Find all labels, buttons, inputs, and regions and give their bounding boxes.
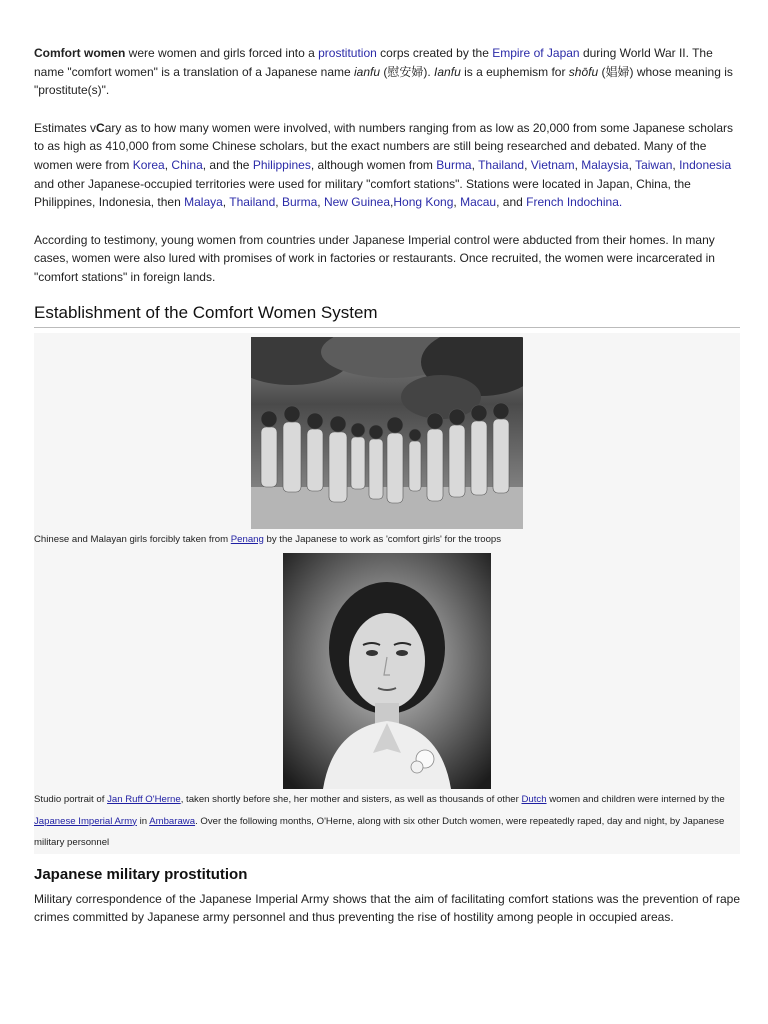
link-thailand-2[interactable]: Thailand bbox=[229, 195, 276, 210]
text-run: by the Japanese to work as 'comfort girls' for the troops bbox=[263, 533, 502, 545]
image-wrapper-1 bbox=[34, 333, 740, 529]
link-penang[interactable]: Penang bbox=[230, 533, 264, 545]
text-run: and other Japanese-occupied territories were used for military "comfort stations". Stations were located in Japan, China, the Philippines, Indonesia, then bbox=[34, 176, 691, 210]
image-gallery bbox=[34, 333, 740, 854]
text-run: Studio portrait of bbox=[34, 794, 108, 806]
term-ianfu-2: Ianfu bbox=[434, 64, 461, 79]
text-run: . Over the following months, O'Herne, along with six other Dutch women, were repeatedly raped, day and night, by Japanese military personnel bbox=[34, 815, 725, 849]
separator: , bbox=[471, 157, 479, 172]
estimates-paragraph bbox=[34, 119, 740, 212]
link-burma[interactable]: Burma bbox=[436, 157, 472, 172]
link-french-indochina[interactable]: French Indochina bbox=[526, 195, 619, 210]
separator: , bbox=[574, 157, 582, 172]
text-run: ary as to how many women were involved, with numbers ranging from as low as 20,000 from some Japanese scholars to as high as 410,000 from some Chinese scholars, but the exact numbers are still being researched and debated. Many of the women were from bbox=[34, 120, 733, 172]
caption-photo-2 bbox=[34, 789, 740, 854]
link-empire-of-japan[interactable]: Empire of Japan bbox=[492, 46, 580, 60]
photo-jan-ruff-oherne bbox=[283, 553, 491, 789]
link-thailand[interactable]: Thailand bbox=[478, 157, 525, 172]
link-burma-2[interactable]: Burma bbox=[281, 195, 318, 210]
text-run: (慰安婦). bbox=[380, 64, 435, 79]
separator: , bbox=[390, 195, 394, 210]
separator: , bbox=[317, 195, 324, 210]
link-prostitution[interactable]: prostitution bbox=[318, 46, 377, 60]
separator: , bbox=[164, 157, 172, 172]
text-run: , and bbox=[496, 195, 527, 210]
link-china[interactable]: China bbox=[171, 157, 203, 172]
section-heading-establishment: Establishment of the Comfort Women System bbox=[34, 303, 740, 328]
intro-paragraph bbox=[34, 44, 740, 100]
article-page bbox=[34, 44, 740, 946]
text-run: were women and girls forced into a bbox=[125, 46, 319, 60]
text-run: , taken shortly before she, her mother and sisters, as well as thousands of other bbox=[180, 794, 522, 806]
text-run: , although women from bbox=[310, 157, 437, 172]
caption-photo-1 bbox=[34, 529, 740, 551]
text-run: , and the bbox=[202, 157, 253, 172]
separator: , bbox=[275, 195, 282, 210]
separator: , bbox=[222, 195, 230, 210]
period: . bbox=[618, 195, 623, 210]
link-malaysia[interactable]: Malaysia bbox=[581, 157, 629, 172]
text-run: corps created by the bbox=[376, 46, 493, 60]
link-ambarawa[interactable]: Ambarawa bbox=[149, 815, 196, 827]
link-taiwan[interactable]: Taiwan bbox=[635, 157, 673, 172]
link-malaya[interactable]: Malaya bbox=[184, 195, 223, 210]
text-run: Estimates v bbox=[34, 120, 97, 135]
term-comfort-women: Comfort women bbox=[34, 46, 126, 60]
military-paragraph: Military correspondence of the Japanese Imperial Army shows that the aim of facilitating comfort stations was the prevention of rape crimes committed by Japanese army personnel and thus preventing the rise of hostility among people in occupied areas. bbox=[34, 891, 740, 925]
term-shofu: shōfu bbox=[568, 64, 599, 79]
link-japanese-imperial-army[interactable]: Japanese Imperial Army bbox=[34, 815, 137, 827]
text-run: women and children were interned by the bbox=[546, 794, 725, 806]
photo-girls-penang bbox=[251, 337, 523, 529]
text-run: (娼婦) whose meaning is "prostitute(s)". bbox=[34, 64, 733, 98]
text-run: in bbox=[136, 815, 150, 827]
separator: , bbox=[524, 157, 531, 172]
separator: , bbox=[628, 157, 636, 172]
link-jan-ruff-oherne[interactable]: Jan Ruff O'Herne bbox=[107, 794, 181, 806]
link-indonesia[interactable]: Indonesia bbox=[679, 157, 732, 172]
link-dutch[interactable]: Dutch bbox=[521, 794, 547, 806]
link-macau[interactable]: Macau bbox=[460, 195, 497, 210]
text-run: during World War II. The name "comfort women" is a translation of a Japanese name bbox=[34, 46, 713, 79]
term-ianfu: ianfu bbox=[354, 64, 381, 79]
testimony-paragraph: According to testimony, young women from countries under Japanese Imperial control were abducted from their homes. In many cases, women were also lured with promises of work in factories or restaurants. Once recruited, the women were incarcerated in "comfort stations" in foreign lands. bbox=[34, 232, 715, 284]
section-heading-military-prostitution: Japanese military prostitution bbox=[34, 865, 248, 883]
text-run: Chinese and Malayan girls forcibly taken from bbox=[34, 533, 231, 545]
link-korea[interactable]: Korea bbox=[132, 157, 165, 172]
separator: , bbox=[453, 195, 461, 210]
link-hong-kong[interactable]: Hong Kong bbox=[393, 195, 454, 210]
link-vietnam[interactable]: Vietnam bbox=[530, 157, 575, 172]
stray-letter: C bbox=[96, 120, 105, 135]
link-new-guinea[interactable]: New Guinea bbox=[323, 195, 391, 210]
link-philippines[interactable]: Philippines bbox=[252, 157, 311, 172]
separator: , bbox=[672, 157, 680, 172]
image-wrapper-2 bbox=[34, 550, 740, 789]
text-run: is a euphemism for bbox=[460, 64, 569, 79]
